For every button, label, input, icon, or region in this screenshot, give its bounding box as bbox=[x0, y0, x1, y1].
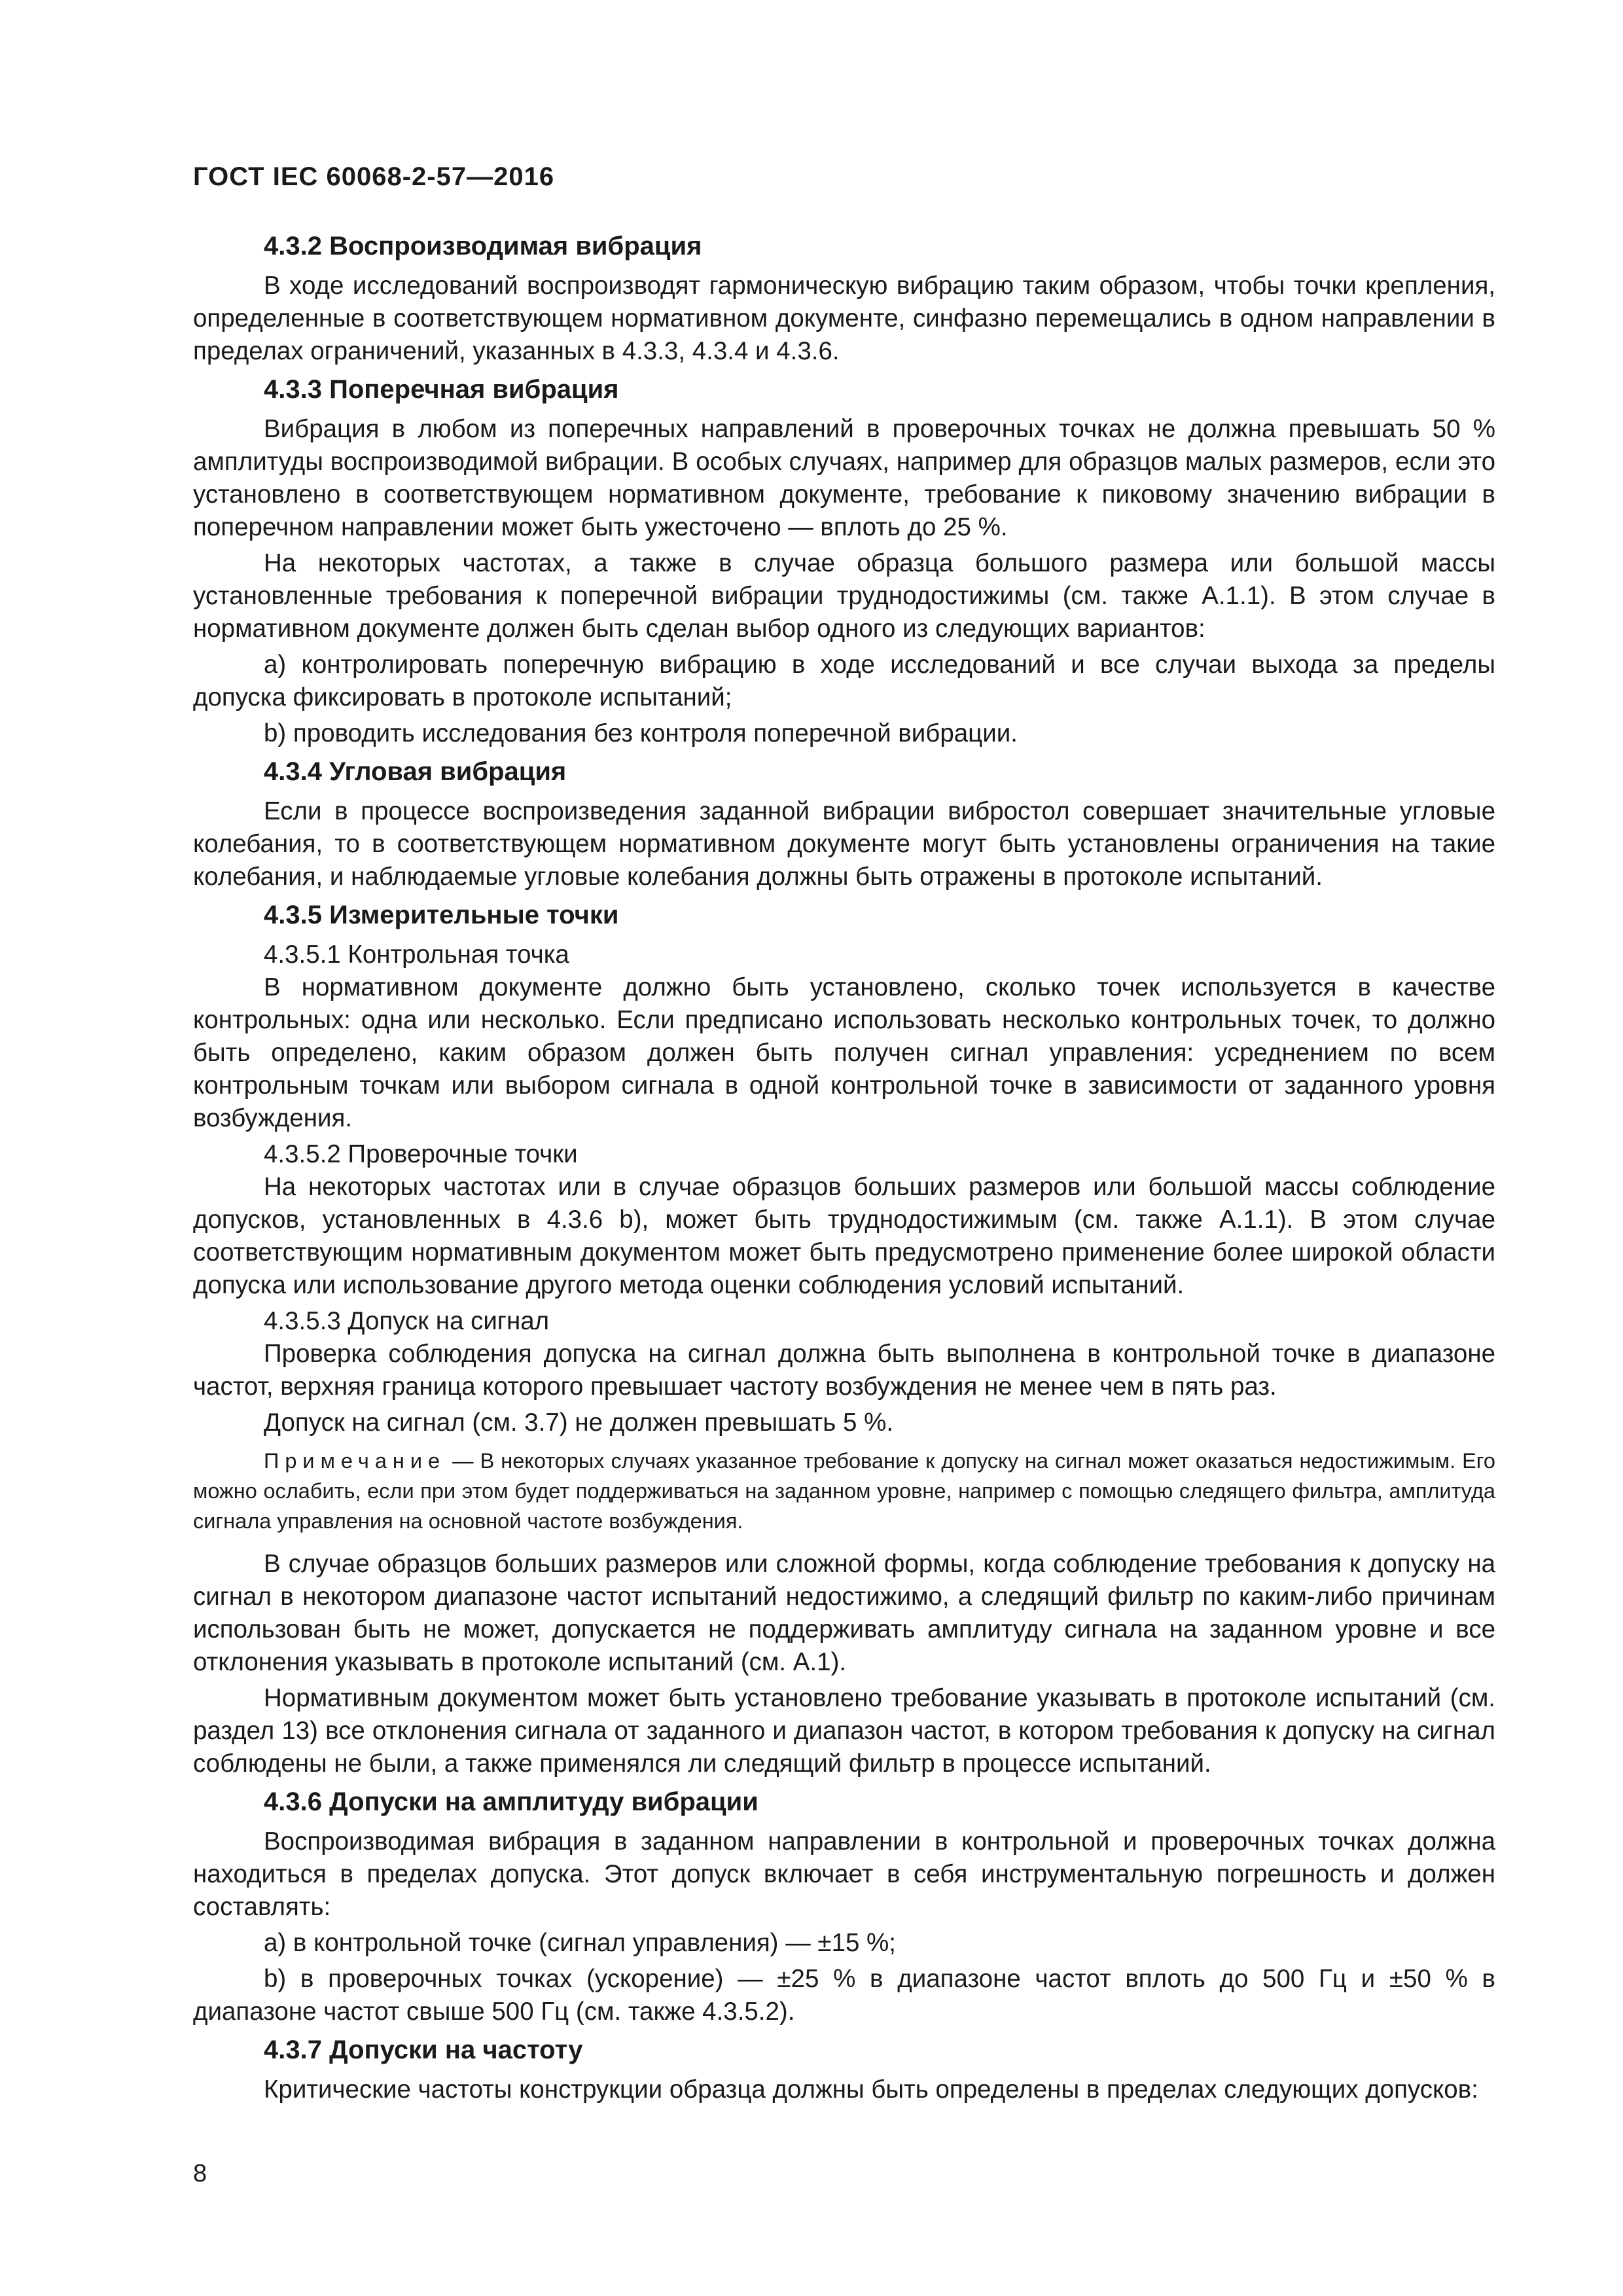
section-heading-4-3-5: 4.3.5 Измерительные точки bbox=[264, 901, 619, 929]
paragraph: Проверка соблюдения допуска на сигнал должна быть выполнена в контрольной точке в диапазоне частот, верхняя граница которого превышает частоту возбуждения не менее чем в пять раз. bbox=[193, 1340, 1495, 1401]
paragraph: В нормативном документе должно быть установлено, сколько точек используется в качестве контрольных: одна или несколько. Если предписано использовать несколько контрольных точек, то должно быть определено, каким образом должен быть получен сигнал управления: усреднением по всем контрольным точкам или выбором сигнала в одной контрольной точке в зависимости от заданного уровня возбуждения. bbox=[193, 973, 1495, 1132]
paragraph: Нормативным документом может быть установлено требование указывать в протоколе испытаний (см. раздел 13) все отклонения сигнала от заданного и диапазон частот, в котором требования к допуску на сигнал соблюдены не были, а также применялся ли следящий фильтр в процессе испытаний. bbox=[193, 1684, 1495, 1778]
paragraph: В ходе исследований воспроизводят гармоническую вибрацию таким образом, чтобы точки крепления, определенные в соответствующем нормативном документе, синфазно перемещались в одном направлении в пределах ограничений, указанных в 4.3.3, 4.3.4 и 4.3.6. bbox=[193, 272, 1495, 365]
section-heading-4-3-6: 4.3.6 Допуски на амплитуду вибрации bbox=[264, 1787, 758, 1816]
subsection-title-4-3-5-2: 4.3.5.2 Проверочные точки bbox=[264, 1140, 578, 1168]
paragraph: В случае образцов больших размеров или сложной формы, когда соблюдение требования к допуску на сигнал в некотором диапазоне частот испытаний недостижимо, а следящий фильтр по каким-либо причинам использован быть не может, допускается не поддерживать амплитуду сигнала на заданном уровне и все отклонения указывать в протоколе испытаний (см. А.1). bbox=[193, 1550, 1495, 1676]
list-item-a: a) контролировать поперечную вибрацию в ходе исследований и все случаи выхода за пределы допуска фиксировать в протоколе испытаний; bbox=[193, 651, 1495, 711]
section-heading-4-3-2: 4.3.2 Воспроизводимая вибрация bbox=[264, 232, 702, 260]
paragraph: Воспроизводимая вибрация в заданном направлении в контрольной и проверочных точках должна находиться в пределах допуска. Этот допуск включает в себя инструментальную погрешность и должен составлять: bbox=[193, 1827, 1495, 1921]
subsection-title-4-3-5-3: 4.3.5.3 Допуск на сигнал bbox=[264, 1307, 550, 1335]
paragraph: Вибрация в любом из поперечных направлений в проверочных точках не должна превышать 50 % амплитуды воспроизводимой вибрации. В особых случаях, например для образцов малых размеров, если это установлено в соответствующем нормативном документе, требование к пиковому значению вибрации в поперечном направлении может быть ужесточено — вплоть до 25 %. bbox=[193, 415, 1495, 541]
subsection-title-4-3-5-1: 4.3.5.1 Контрольная точка bbox=[264, 941, 569, 969]
list-item-b: b) проводить исследования без контроля поперечной вибрации. bbox=[264, 719, 1018, 747]
document-header: ГОСТ IEC 60068-2-57—2016 bbox=[193, 162, 555, 191]
list-item-a: a) в контрольной точке (сигнал управления) — ±15 %; bbox=[264, 1929, 896, 1957]
paragraph: Если в процессе воспроизведения заданной вибрации вибростол совершает значительные угловые колебания, то в соответствующем нормативном документе могут быть установлены ограничения на такие колебания, и наблюдаемые угловые колебания должны быть отражены в протоколе испытаний. bbox=[193, 797, 1495, 891]
note-text: — В некоторых случаях указанное требование к допуску на сигнал может оказаться недостижимым. Его можно ослабить, если при этом будет поддерживаться на заданном уровне, например с помощью следящего фильтра, амплитуда сигнала управления на основной частоте возбуждения. bbox=[193, 1449, 1495, 1533]
note-label: Примечание bbox=[264, 1449, 446, 1473]
paragraph: На некоторых частотах или в случае образцов больших размеров или большой массы соблюдение допусков, установленных в 4.3.6 b), может быть труднодостижимым (см. также А.1.1). В этом случае соответствующим нормативным документом может быть предусмотрено применение более широкой области допуска или использование другого метода оценки соблюдения условий испытаний. bbox=[193, 1173, 1495, 1299]
paragraph: На некоторых частотах, а также в случае образца большого размера или большой массы установленные требования к поперечной вибрации труднодостижимы (см. также А.1.1). В этом случае в нормативном документе должен быть сделан выбор одного из следующих вариантов: bbox=[193, 549, 1495, 643]
section-heading-4-3-3: 4.3.3 Поперечная вибрация bbox=[264, 375, 619, 404]
page-number: 8 bbox=[193, 2160, 207, 2187]
paragraph: Критические частоты конструкции образца должны быть определены в пределах следующих допусков: bbox=[264, 2075, 1478, 2104]
note bbox=[193, 1446, 1495, 1536]
list-item-b: b) в проверочных точках (ускорение) — ±25 % в диапазоне частот вплоть до 500 Гц и ±50 % в диапазоне частот свыше 500 Гц (см. также 4.3.5.2). bbox=[193, 1965, 1495, 2026]
section-heading-4-3-4: 4.3.4 Угловая вибрация bbox=[264, 757, 567, 786]
document-body bbox=[193, 228, 1495, 2109]
paragraph: Допуск на сигнал (см. 3.7) не должен превышать 5 %. bbox=[264, 1408, 894, 1437]
section-heading-4-3-7: 4.3.7 Допуски на частоту bbox=[264, 2036, 583, 2064]
